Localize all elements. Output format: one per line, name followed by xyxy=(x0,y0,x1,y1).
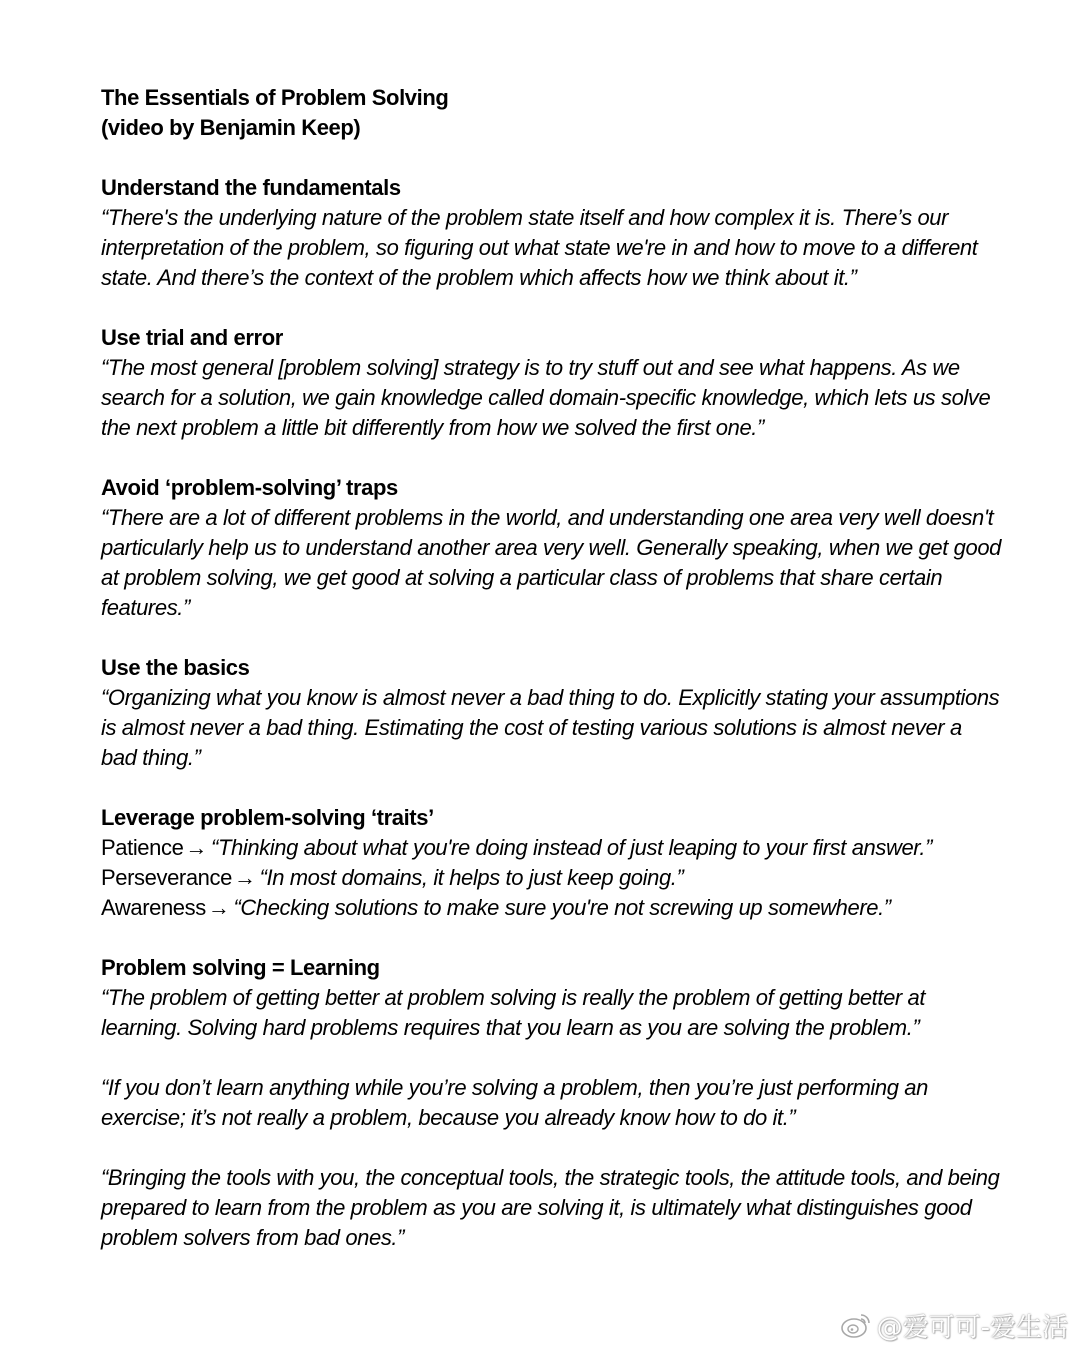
trait-quote: “In most domains, it helps to just keep going.” xyxy=(259,865,684,890)
section-quote: “Organizing what you know is almost never a bad thing to do. Explicitly stating your assumptions is almost never a bad thing. Estimating the cost of testing various solutions is almost never a bad thing.” xyxy=(101,685,1000,770)
section-fundamentals xyxy=(101,173,1001,293)
section-heading: Use trial and error xyxy=(101,325,283,350)
section-avoid-traps xyxy=(101,473,1001,623)
section-quote: “There's the underlying nature of the problem state itself and how complex it is. There’s our interpretation of the problem, so figuring out what state we're in and how to move to a different state. And there’s the context of the problem which affects how we think about it.” xyxy=(101,205,978,290)
section-heading: Leverage problem-solving ‘traits’ xyxy=(101,805,434,830)
document-title xyxy=(101,83,1001,143)
watermark xyxy=(839,1308,1068,1342)
trait-quote: “Thinking about what you're doing instead of just leaping to your first answer.” xyxy=(211,835,933,860)
title-line-1: The Essentials of Problem Solving xyxy=(101,85,449,110)
section-learning xyxy=(101,953,1001,1253)
trait-quote: “Checking solutions to make sure you're not screwing up somewhere.” xyxy=(233,895,891,920)
section-heading: Avoid ‘problem-solving’ traps xyxy=(101,475,398,500)
trait-name: Perseverance xyxy=(101,865,232,890)
trait-awareness xyxy=(101,893,1001,923)
watermark-text: @爱可可-爱生活 xyxy=(876,1312,1068,1343)
section-quote: “The most general [problem solving] strategy is to try stuff out and see what happens. As we search for a solution, we gain knowledge called domain-specific knowledge, which lets us solve the next problem a little bit differently from how we solved the first one.” xyxy=(101,355,991,440)
trait-perseverance xyxy=(101,863,1001,893)
section-heading: Understand the fundamentals xyxy=(101,175,401,200)
trait-patience xyxy=(101,833,1001,863)
trait-name: Awareness xyxy=(101,895,206,920)
section-quote: “Bringing the tools with you, the conceptual tools, the strategic tools, the attitude tools, and being prepared to learn from the problem as you are solving it, is ultimately what distinguishes good problem solvers from bad ones.” xyxy=(101,1165,1000,1250)
section-heading: Use the basics xyxy=(101,655,250,680)
arrow-right-icon: → xyxy=(185,835,208,860)
section-quote: “The problem of getting better at problem solving is really the problem of getting better at learning. Solving hard problems requires that you learn as you are solving the problem.” xyxy=(101,985,926,1040)
section-trial-and-error xyxy=(101,323,1001,443)
title-line-2: (video by Benjamin Keep) xyxy=(101,115,361,140)
section-quote: “There are a lot of different problems in the world, and understanding one area very well doesn't particularly help us to understand another area very well. Generally speaking, when we get good at problem solving, we get good at solving a particular class of problems that share certain features.” xyxy=(101,505,1001,620)
section-traits xyxy=(101,803,1001,923)
arrow-right-icon: → xyxy=(207,895,230,920)
trait-name: Patience xyxy=(101,835,184,860)
arrow-right-icon: → xyxy=(233,865,256,890)
section-use-basics xyxy=(101,653,1001,773)
section-quote: “If you don’t learn anything while you’re solving a problem, then you’re just performing an exercise; it’s not really a problem, because you already know how to do it.” xyxy=(101,1075,928,1130)
section-heading: Problem solving = Learning xyxy=(101,955,380,980)
document-body xyxy=(101,83,1001,1253)
weibo-icon xyxy=(839,1310,873,1340)
